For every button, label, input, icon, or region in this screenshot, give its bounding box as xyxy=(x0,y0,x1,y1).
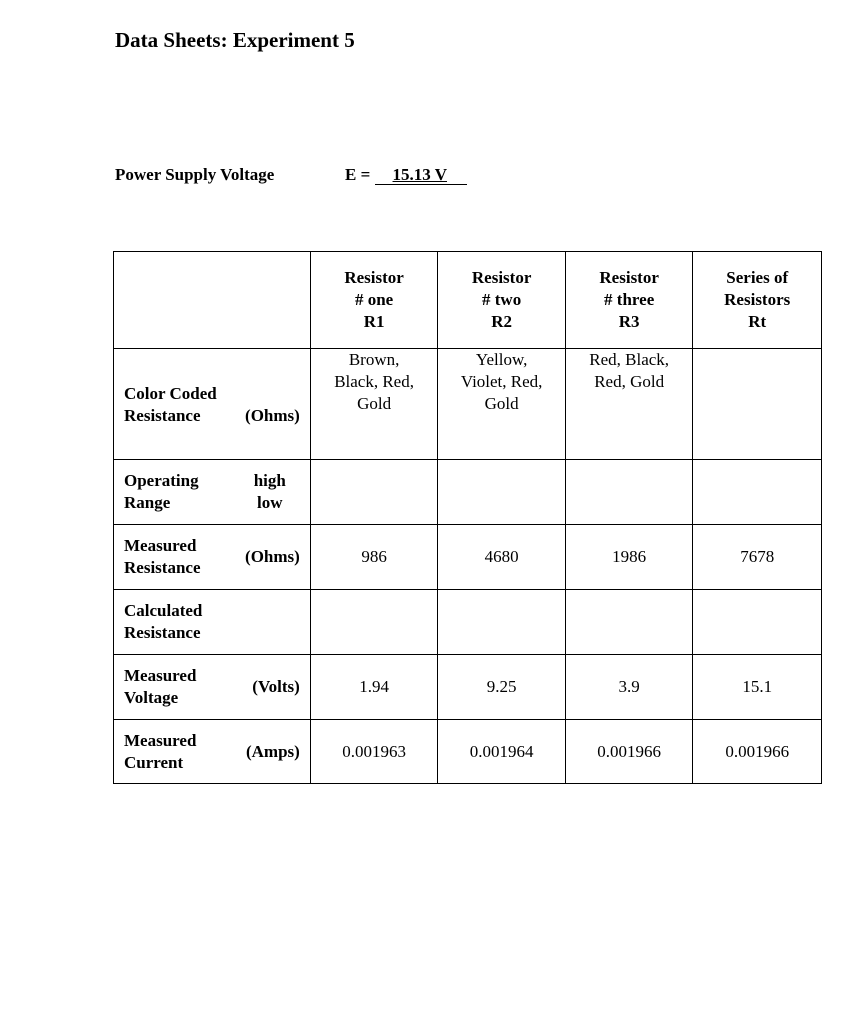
measured-current-r1: 0.001963 xyxy=(310,720,438,784)
header-corner-cell xyxy=(114,252,311,349)
measured-resistance-r1: 986 xyxy=(310,525,438,590)
header-line: # three xyxy=(604,290,655,309)
header-line: # one xyxy=(354,290,394,309)
color-code-line: Gold xyxy=(484,394,519,413)
data-table xyxy=(113,251,822,784)
header-r2 xyxy=(438,252,566,349)
color-code-line: Red, Black, xyxy=(589,350,670,369)
header-rt xyxy=(693,252,822,349)
row-label-line: Measured xyxy=(124,731,197,751)
color-coded-label-cell xyxy=(114,349,311,460)
color-code-r3 xyxy=(565,349,693,460)
row-unit: (Volts) xyxy=(252,677,300,696)
header-line: Resistor xyxy=(599,268,659,287)
row-label-line: Resistance xyxy=(124,558,201,578)
calculated-resistance-r2 xyxy=(438,590,566,655)
header-line: Resistors xyxy=(724,290,791,309)
measured-voltage-rt: 15.1 xyxy=(693,655,822,720)
header-line: R2 xyxy=(491,312,513,331)
color-code-line: Violet, Red, xyxy=(460,372,543,391)
measured-voltage-r2: 9.25 xyxy=(438,655,566,720)
measured-voltage-label-cell xyxy=(114,655,311,720)
header-line: Resistor xyxy=(471,268,532,287)
row-label xyxy=(114,590,310,654)
color-code-line: Gold xyxy=(357,394,392,413)
power-supply-label: Power Supply Voltage xyxy=(115,165,275,184)
calculated-resistance-label-cell xyxy=(114,590,311,655)
measured-voltage-r3: 3.9 xyxy=(565,655,693,720)
range-low: low xyxy=(257,493,283,512)
power-supply-value: 15.13 V xyxy=(392,165,448,184)
operating-range-r3 xyxy=(565,460,693,525)
color-code-rt xyxy=(693,349,822,460)
measured-voltage-r1: 1.94 xyxy=(310,655,438,720)
row-unit: (Ohms) xyxy=(245,406,300,425)
row-label-line: Voltage xyxy=(124,688,179,708)
row-label-line: Resistance xyxy=(124,406,201,426)
color-code-r2 xyxy=(438,349,566,460)
power-supply-value-blank xyxy=(375,166,467,185)
calculated-resistance-row xyxy=(114,590,822,655)
row-label xyxy=(114,460,310,524)
power-supply-equation xyxy=(345,165,467,185)
operating-range-label-cell xyxy=(114,460,311,525)
header-r3 xyxy=(565,252,693,349)
calculated-resistance-rt xyxy=(693,590,822,655)
header-row xyxy=(114,252,822,349)
header-line: R3 xyxy=(618,312,640,331)
operating-range-rt xyxy=(693,460,822,525)
row-label-line: Resistance xyxy=(124,623,201,643)
header-r1 xyxy=(310,252,438,349)
range-high-low xyxy=(254,470,286,514)
measured-resistance-r3: 1986 xyxy=(565,525,693,590)
header-line: R1 xyxy=(363,312,385,331)
page-title: Data Sheets: Experiment 5 xyxy=(115,28,355,52)
measured-current-r3: 0.001966 xyxy=(565,720,693,784)
header-line: Series of xyxy=(726,268,789,287)
calculated-resistance-r1 xyxy=(310,590,438,655)
color-code-r1 xyxy=(310,349,438,460)
measured-resistance-r2: 4680 xyxy=(438,525,566,590)
calculated-resistance-r3 xyxy=(565,590,693,655)
row-unit: (Ohms) xyxy=(245,547,300,566)
row-label-line: Measured xyxy=(124,536,197,556)
header-line: # two xyxy=(482,290,522,309)
row-label-line: Range xyxy=(124,493,171,513)
color-code-line: Red, Gold xyxy=(594,372,665,391)
row-label xyxy=(114,349,310,459)
color-code-line: Yellow, xyxy=(475,350,528,369)
header-line: Resistor xyxy=(344,268,404,287)
row-label-line: Operating xyxy=(124,471,199,491)
operating-range-r1 xyxy=(310,460,438,525)
measured-current-r2: 0.001964 xyxy=(438,720,566,784)
row-label-line: Color Coded xyxy=(124,384,217,404)
color-coded-row xyxy=(114,349,822,460)
measured-resistance-label-cell xyxy=(114,525,311,590)
header-line: Rt xyxy=(748,312,767,331)
color-code-line: Black, Red, xyxy=(334,372,414,391)
measured-current-row xyxy=(114,720,822,784)
row-unit: (Amps) xyxy=(245,741,300,761)
power-supply-prefix: E = xyxy=(345,165,371,184)
operating-range-row xyxy=(114,460,822,525)
color-code-line: Brown, xyxy=(348,350,400,369)
range-high: high xyxy=(253,471,286,490)
row-label xyxy=(114,525,310,589)
measured-voltage-row xyxy=(114,655,822,720)
row-label xyxy=(114,655,310,719)
row-label-line: Current xyxy=(124,753,184,773)
measured-resistance-rt: 7678 xyxy=(693,525,822,590)
row-label-line: Calculated xyxy=(124,601,203,621)
measured-current-label-cell xyxy=(114,720,311,784)
row-label-line: Measured xyxy=(124,666,197,686)
row-label xyxy=(114,720,310,783)
measured-current-rt: 0.001966 xyxy=(693,720,822,784)
operating-range-r2 xyxy=(438,460,566,525)
measured-resistance-row xyxy=(114,525,822,590)
